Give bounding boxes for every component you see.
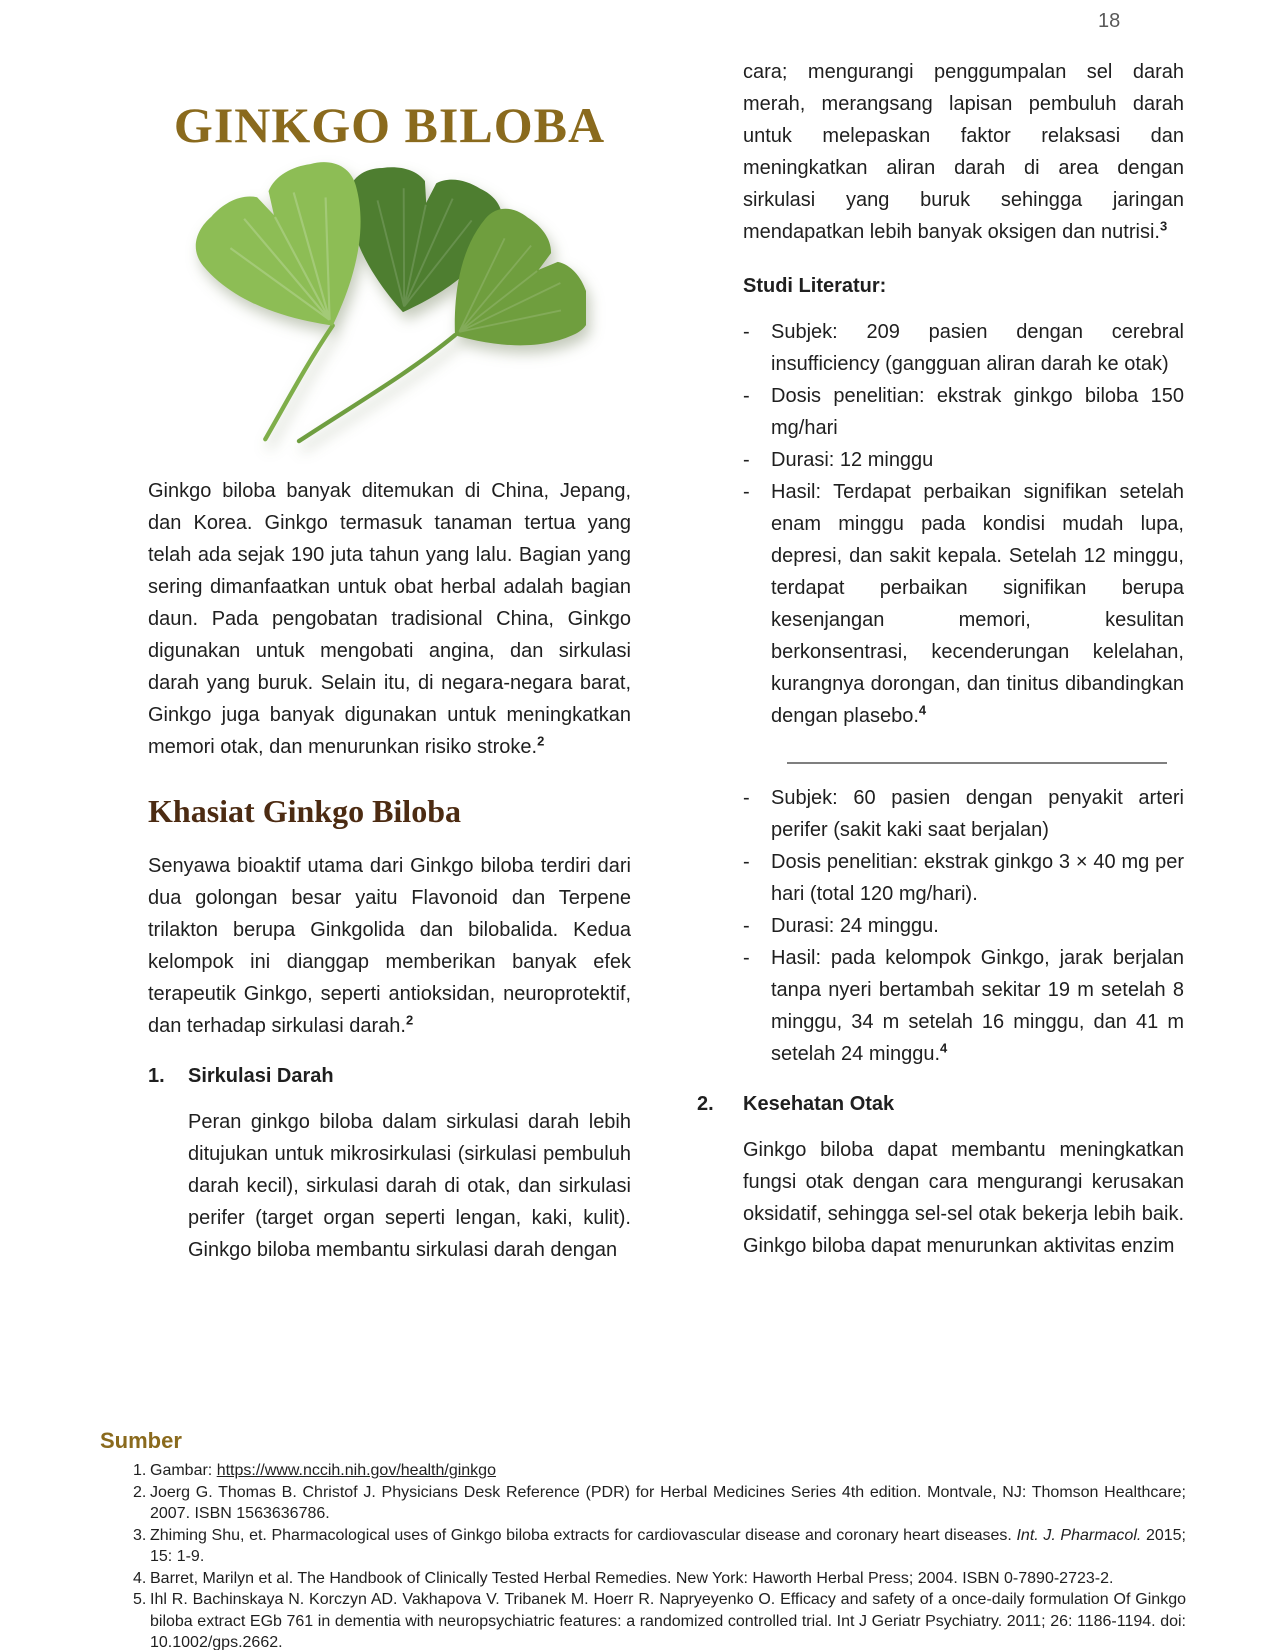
- list-item-2: [697, 1088, 1184, 1120]
- bullet-dash: -: [743, 851, 750, 873]
- reference-number: 4.: [133, 1569, 147, 1587]
- footnote-ref-2b: 2: [405, 1012, 414, 1028]
- bullet-item: [743, 380, 1184, 444]
- reference-number: 1.: [133, 1462, 147, 1479]
- leaf-stem-2: [299, 335, 455, 441]
- reference-text: Barret, Marilyn et al. The Handbook of Clinically Tested Herbal Remedies. New York: Haworth Herbal Press; 2004. ISBN 0-7890-2723-2.: [150, 1569, 1114, 1587]
- study-divider: [787, 762, 1167, 764]
- bullet-dash: -: [743, 449, 750, 471]
- sources-footer: [100, 1428, 1186, 1650]
- bullet-text: Subjek: 60 pasien dengan penyakit arteri perifer (sakit kaki saat berjalan): [771, 787, 1184, 841]
- bullet-item: [743, 444, 1184, 476]
- leaf-stem-1: [265, 326, 332, 440]
- bullet-text: [771, 942, 1184, 1070]
- ginkgo-leaves-svg: [166, 160, 586, 444]
- sumber-heading: Sumber: [100, 1428, 182, 1453]
- footnote-ref-4b: 4: [940, 1040, 948, 1056]
- bullet-item: [743, 910, 1184, 942]
- study1-bullet-list: [697, 316, 1184, 732]
- study2-bullet-list: [697, 782, 1184, 1070]
- bullet-dash: -: [743, 947, 750, 969]
- continuation-text: cara; mengurangi penggumpalan sel darah merah, merangsang lapisan pembuluh darah untuk melepaskan faktor relaksasi dan meningkatkan aliran darah di area dengan sirkulasi yang buruk sehingga jaringan mendapatkan lebih banyak oksigen dan nutrisi.: [743, 61, 1184, 243]
- bullet-item: [743, 782, 1184, 846]
- bullet-text: [771, 476, 1184, 732]
- reference-link[interactable]: https://www.nccih.nih.gov/health/ginkgo: [216, 1462, 496, 1479]
- reference-text: [150, 1460, 1186, 1482]
- footnote-ref-2: 2: [537, 733, 545, 749]
- bullet-dash: -: [743, 385, 750, 407]
- reference-journal-italic: Int. J. Pharmacol.: [1016, 1526, 1142, 1544]
- bullet-dash: -: [743, 787, 750, 809]
- article-title: GINKGO BILOBA: [173, 97, 606, 153]
- reference-prefix: Gambar:: [150, 1462, 217, 1479]
- khasiat-paragraph: [148, 850, 631, 1042]
- reference-item: [133, 1589, 1186, 1650]
- reference-item: [133, 1482, 1186, 1525]
- list-item-1-label: Sirkulasi Darah: [188, 1065, 334, 1087]
- studi-literatur-heading: Studi Literatur:: [743, 275, 887, 297]
- reference-text-pre: Zhiming Shu, et. Pharmacological uses of Ginkgo biloba extracts for cardiovascular disease and coronary heart diseases.: [150, 1526, 1017, 1544]
- reference-text-post: 2015; 15: 1-9.: [150, 1526, 1186, 1565]
- bullet-item: [743, 476, 1184, 732]
- reference-number: 5.: [133, 1591, 147, 1608]
- reference-text: [150, 1525, 1186, 1568]
- list-item-1: [148, 1060, 631, 1092]
- bullet-text-body: Hasil: Terdapat perbaikan signifikan setelah enam minggu pada kondisi mudah lupa, depresi, dan sakit kepala. Setelah 12 minggu, terdapat perbaikan signifikan berupa kesenjangan memori, kesulitan berkonsentrasi, kecenderungan kelelahan, kurangnya dorongan, dan tinitus dibandingkan dengan plasebo.: [771, 481, 1184, 727]
- page-number: 18: [1098, 10, 1121, 32]
- intro-paragraph: [148, 475, 631, 763]
- bullet-text: Subjek: 209 pasien dengan cerebral insufficiency (gangguan aliran darah ke otak): [771, 321, 1184, 375]
- bullet-dash: -: [743, 321, 750, 343]
- bullet-item: [743, 316, 1184, 380]
- reference-item: [133, 1568, 1186, 1590]
- reference-text: Ihl R. Bachinskaya N. Korczyn AD. Vakhapova V. Tribanek M. Hoerr R. Napryeyenko O. Efficacy and safety of a once-daily formulation Of Ginkgo biloba extract EGb 761 in dementia with neuropsychiatric features: a randomized controlled trial. Int J Geriatr Psychiatry. 2011; 26: 1186-1194. doi: 10.1002/gps.2662.: [150, 1591, 1186, 1650]
- bullet-text-body: Hasil: pada kelompok Ginkgo, jarak berjalan tanpa nyeri bertambah sekitar 19 m setelah 8 minggu, 34 m setelah 16 minggu, dan 41 m setelah 24 minggu.: [771, 947, 1184, 1065]
- bullet-dash: -: [743, 481, 750, 503]
- khasiat-text: Senyawa bioaktif utama dari Ginkgo biloba terdiri dari dua golongan besar yaitu Flavonoid dan Terpene trilakton berupa Ginkgolida dan bilobalida. Kedua kelompok ini dianggap memberikan banyak efek terapeutik Ginkgo, seperti antioksidan, neuroprotektif, dan terhadap sirkulasi darah.: [148, 855, 631, 1037]
- section-heading-khasiat: Khasiat Ginkgo Biloba: [148, 793, 461, 829]
- intro-text: Ginkgo biloba banyak ditemukan di China, Jepang, dan Korea. Ginkgo termasuk tanaman tertua yang telah ada sejak 190 juta tahun yang lalu. Bagian yang sering dimanfaatkan untuk obat herbal adalah bagian daun. Pada pengobatan tradisional China, Ginkgo digunakan untuk mengobati angina, dan sirkulasi darah yang buruk. Selain itu, di negara-negara barat, Ginkgo juga banyak digunakan untuk meningkatkan memori otak, dan menurunkan risiko stroke.: [148, 480, 631, 758]
- ginkgo-leaves-image: [166, 160, 586, 449]
- right-column: [697, 56, 1184, 1262]
- list-number-1: 1.: [148, 1065, 165, 1087]
- reference-number: 2.: [133, 1483, 147, 1501]
- list-number-2: 2.: [697, 1093, 714, 1115]
- reference-item: [133, 1525, 1186, 1568]
- bullet-item: [743, 942, 1184, 1070]
- footnote-ref-3: 3: [1159, 218, 1168, 234]
- item2-paragraph: Ginkgo biloba dapat membantu meningkatkan fungsi otak dengan cara mengurangi kerusakan oksidatif, sehingga sel-sel otak bekerja lebih baik. Ginkgo biloba dapat menurunkan aktivitas enzim: [743, 1139, 1184, 1257]
- list-item-2-label: Kesehatan Otak: [743, 1093, 895, 1115]
- bullet-text: Dosis penelitian: ekstrak ginkgo biloba 150 mg/hari: [771, 385, 1184, 439]
- bullet-dash: -: [743, 915, 750, 937]
- reference-text: Joerg G. Thomas B. Christof J. Physicians Desk Reference (PDR) for Herbal Medicines Series 4th edition. Montvale, NJ: Thomson Healthcare; 2007. ISBN 1563636786.: [150, 1483, 1186, 1522]
- bullet-item: [743, 846, 1184, 910]
- footnote-ref-4: 4: [918, 702, 927, 718]
- bullet-text: Durasi: 24 minggu.: [771, 915, 939, 937]
- bullet-text: Dosis penelitian: ekstrak ginkgo 3 × 40 mg per hari (total 120 mg/hari).: [771, 851, 1184, 905]
- item1-paragraph: Peran ginkgo biloba dalam sirkulasi darah lebih ditujukan untuk mikrosirkulasi (sirkulasi pembuluh darah kecil), sirkulasi darah di otak, dan sirkulasi perifer (target organ seperti lengan, kaki, kulit). Ginkgo biloba membantu sirkulasi darah dengan: [188, 1111, 631, 1261]
- continuation-paragraph: [743, 56, 1184, 248]
- reference-number: 3.: [133, 1526, 147, 1544]
- left-column: [148, 96, 631, 1266]
- reference-item: [133, 1460, 1186, 1482]
- bullet-text: Durasi: 12 minggu: [771, 449, 934, 471]
